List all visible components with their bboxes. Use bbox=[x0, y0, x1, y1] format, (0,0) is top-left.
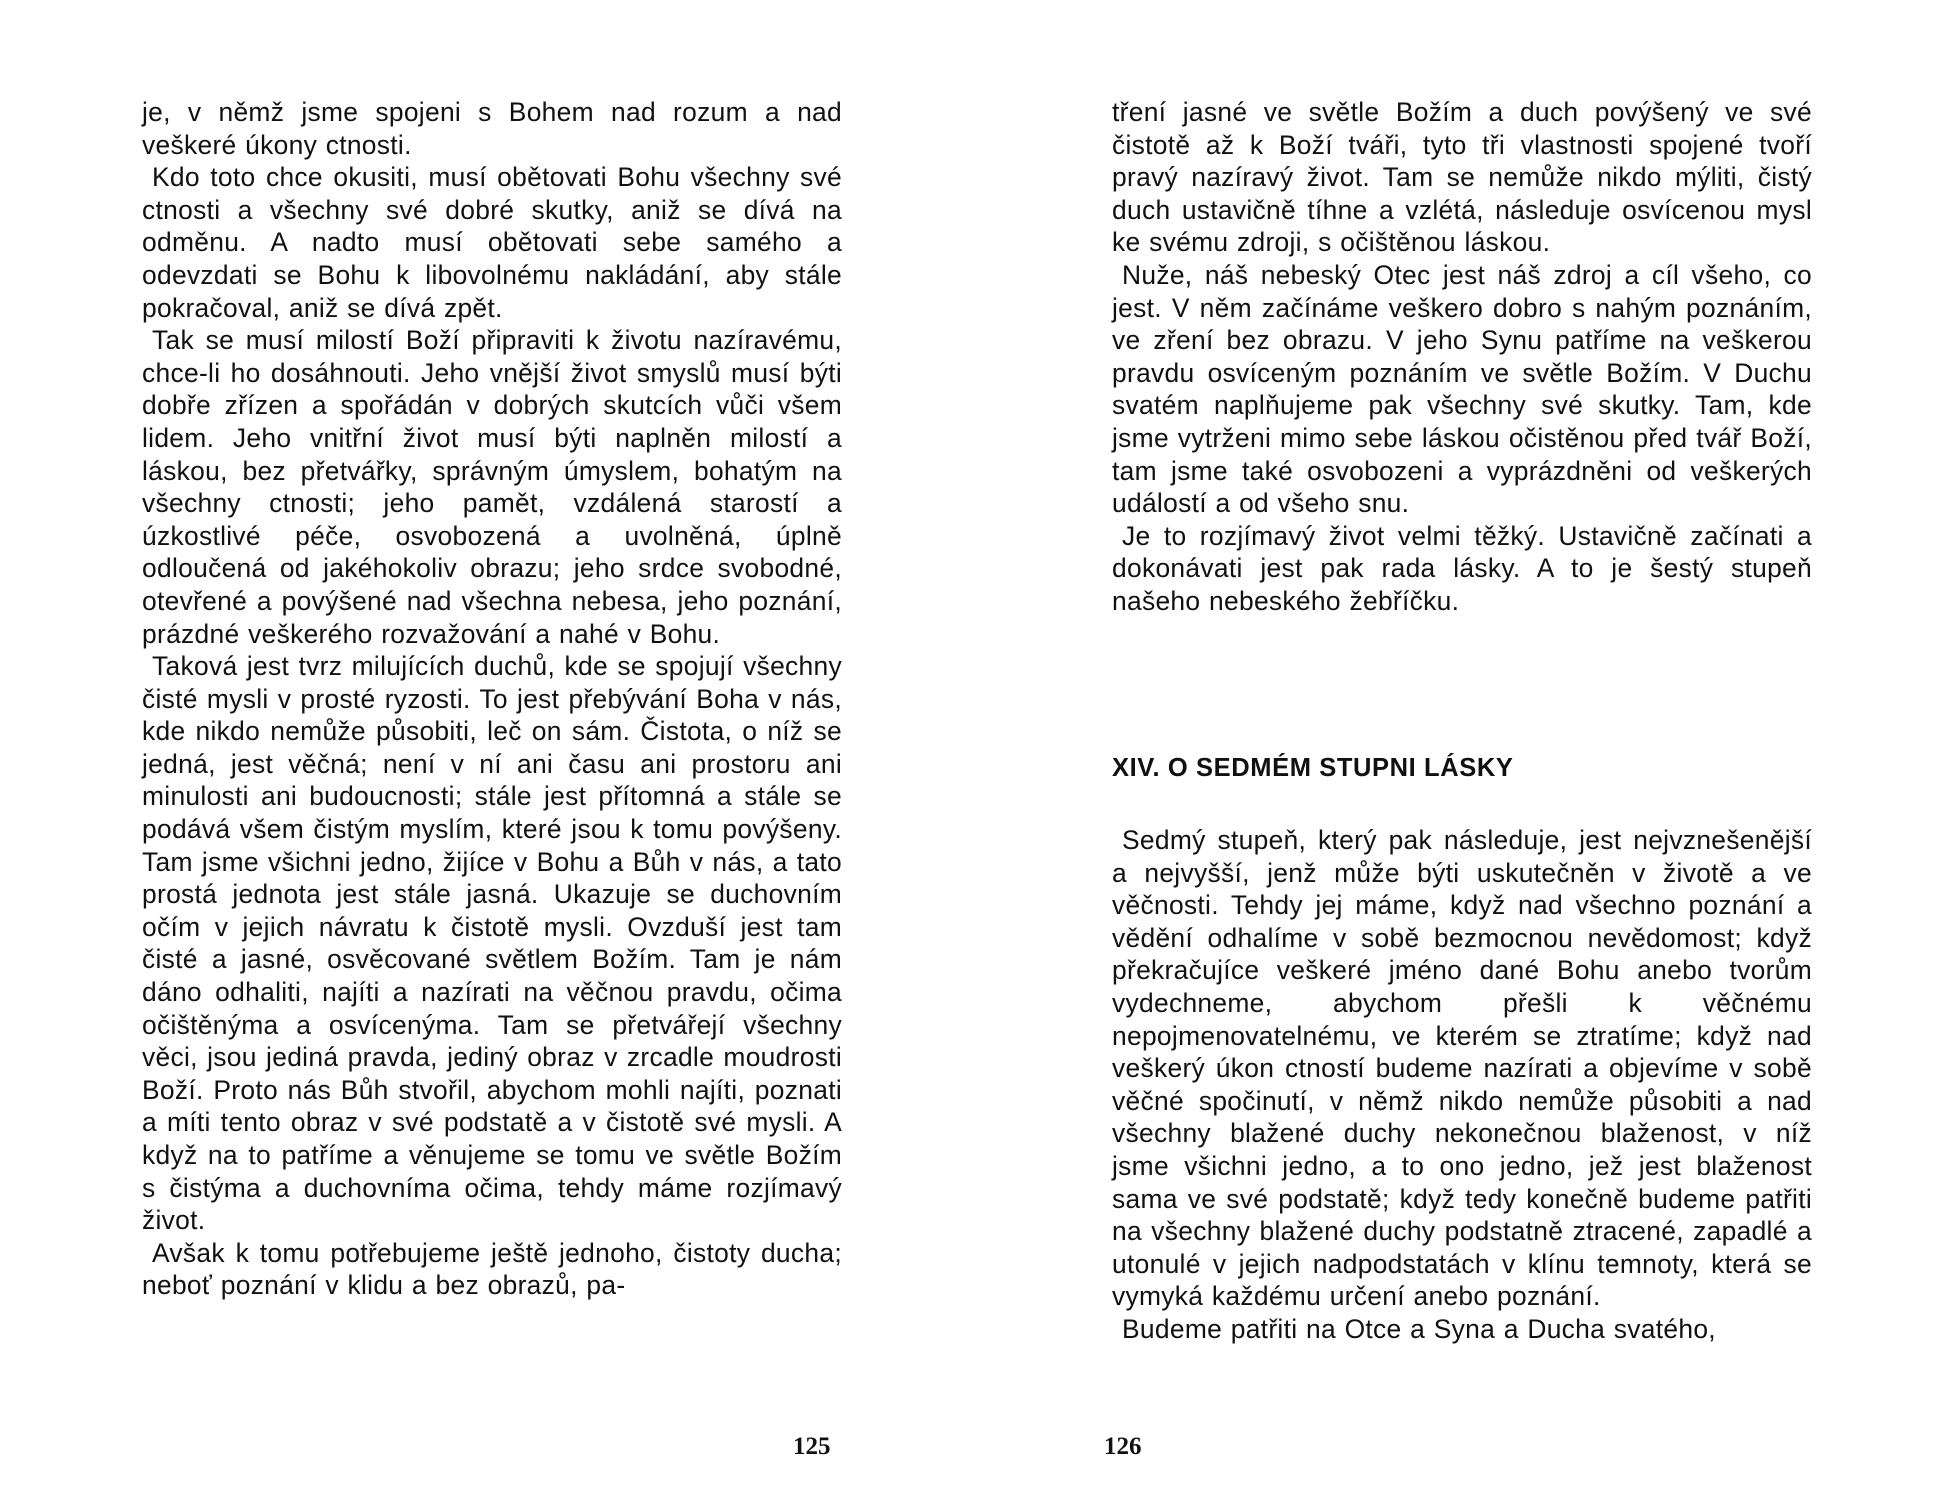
left-paragraph-3: Tak se musí milostí Boží připraviti k životu nazíravému, chce-li ho dosáhnouti. Jeho vnější život smyslů musí býti dobře zřízen a spořádán v dobrých skutcích vůči všem lidem. Jeho vnitřní život musí býti naplněn milostí a láskou, bez přetvářky, správným úmyslem, bohatým na všechny ctnosti; jeho pamět, vzdálená starostí a úzkostlivé péče, osvobozená a uvolněná, úplně odloučená od jakéhokoliv obrazu; jeho srdce svobodné, otevřené a povýšené nad všechna nebesa, jeho poznání, prázdné veškerého rozvažování a nahé v Bohu. bbox=[142, 325, 842, 649]
left-paragraph-2: Kdo toto chce okusiti, musí obětovati Bohu všechny své ctnosti a všechny své dobré skutky, aniž se dívá na odměnu. A nadto musí obětovati sebe samého a odevzdati se Bohu k libovolnému nakládání, aby stále pokračoval, aniž se dívá zpět. bbox=[142, 162, 842, 323]
page-number-left: 125 bbox=[793, 1433, 831, 1460]
left-paragraph-1: je, v němž jsme spojeni s Bohem nad rozum a nad veškeré úkony ctnosti. bbox=[142, 97, 842, 160]
left-paragraph-4: Taková jest tvrz milujících duchů, kde se spojují všechny čisté mysli v prosté ryzosti. To jest přebývání Boha v nás, kde nikdo nemůže působiti, leč on sám. Čistota, o níž se jedná, jest věčná; není v ní ani času ani prostoru ani minulosti ani budoucnosti; stále jest přítomná a stále se podává všem čistým myslím, které jsou k tomu povýšeny. Tam jsme všichni jedno, žijíce v Bohu a Bůh v nás, a tato prostá jednota jest stále jasná. Ukazuje se duchovním očím v jejich návratu k čistotě mysli. Ovzduší jest tam čisté a jasné, osvěcované světlem Božím. Tam je nám dáno odhaliti, najíti a nazírati na věčnou pravdu, očima očištěnýma a osvícenýma. Tam se přetvářejí všechny věci, jsou jediná pravda, jediný obraz v zrcadle moudrosti Boží. Proto nás Bůh stvořil, abychom mohli najíti, poznati a míti tento obraz v své podstatě a v čistotě své mysli. A když na to patříme a věnujeme se tomu ve světle Božím s čistýma a duchovníma očima, tehdy máme rozjímavý život. bbox=[142, 651, 842, 1236]
right-paragraph-1: tření jasné ve světle Božím a duch povýšený ve své čistotě až k Boží tváři, tyto tři vlastnosti spojené tvoří pravý nazíravý život. Tam se nemůže nikdo mýliti, čistý duch ustavičně tíhne a vzlétá, následuje osvícenou mysl ke svému zdroji, s očištěnou láskou. bbox=[1112, 97, 1812, 258]
right-paragraph-4: Sedmý stupeň, který pak následuje, jest nejvznešenější a nejvyšší, jenž může býti uskutečněn v životě a ve věčnosti. Tehdy jej máme, když nad všechno poznání a vědění odhalíme v sobě bezmocnou nevědomost; když překračujíce veškeré jméno dané Bohu anebo tvorům vydechneme, abychom přešli k věčnému nepojmenovatelnému, ve kterém se ztratíme; když nad veškerý úkon ctností budeme nazírati a objevíme v sobě věčné spočinutí, v němž nikdo nemůže působiti a nad všechny blažené duchy nekonečnou blaženost, v níž jsme všichni jedno, a to ono jedno, jež jest blaženost sama ve své podstatě; když tedy konečně budeme patřiti na všechny blažené duchy podstatně ztracené, zapadlé a utonulé v jejich nadpodstatách v klínu temnoty, která se vymyká každému určení anebo poznání. bbox=[1112, 825, 1812, 1312]
chapter-heading: XIV. O SEDMÉM STUPNI LÁSKY bbox=[1112, 754, 1514, 782]
right-paragraph-5: Budeme patřiti na Otce a Syna a Ducha svatého, bbox=[1122, 1313, 1716, 1344]
right-paragraph-2: Nuže, náš nebeský Otec jest náš zdroj a cíl všeho, co jest. V něm začínáme veškero dobro s nahým poznáním, ve zření bez obrazu. V jeho Synu patříme na veškerou pravdu osvíceným poznáním ve světle Božím. V Duchu svatém naplňujeme pak všechny své skutky. Tam, kde jsme vytrženi mimo sebe láskou očistěnou před tvář Boží, tam jsme také osvobozeni a vyprázdněni od veškerých událostí a od všeho snu. bbox=[1112, 259, 1812, 519]
right-page bbox=[1112, 96, 1812, 1344]
right-paragraph-3: Je to rozjímavý život velmi těžký. Ustavičně začínati a dokonávati jest pak rada lásky. A to je šestý stupeň našeho nebeského žebříčku. bbox=[1112, 520, 1812, 616]
left-paragraph-5: Avšak k tomu potřebujeme ještě jednoho, čistoty ducha; neboť poznání v klidu a bez obrazů, pa- bbox=[142, 1237, 842, 1301]
page-number-right: 126 bbox=[1104, 1433, 1142, 1460]
left-page bbox=[142, 96, 842, 1302]
right-lower-text bbox=[1112, 824, 1812, 1346]
